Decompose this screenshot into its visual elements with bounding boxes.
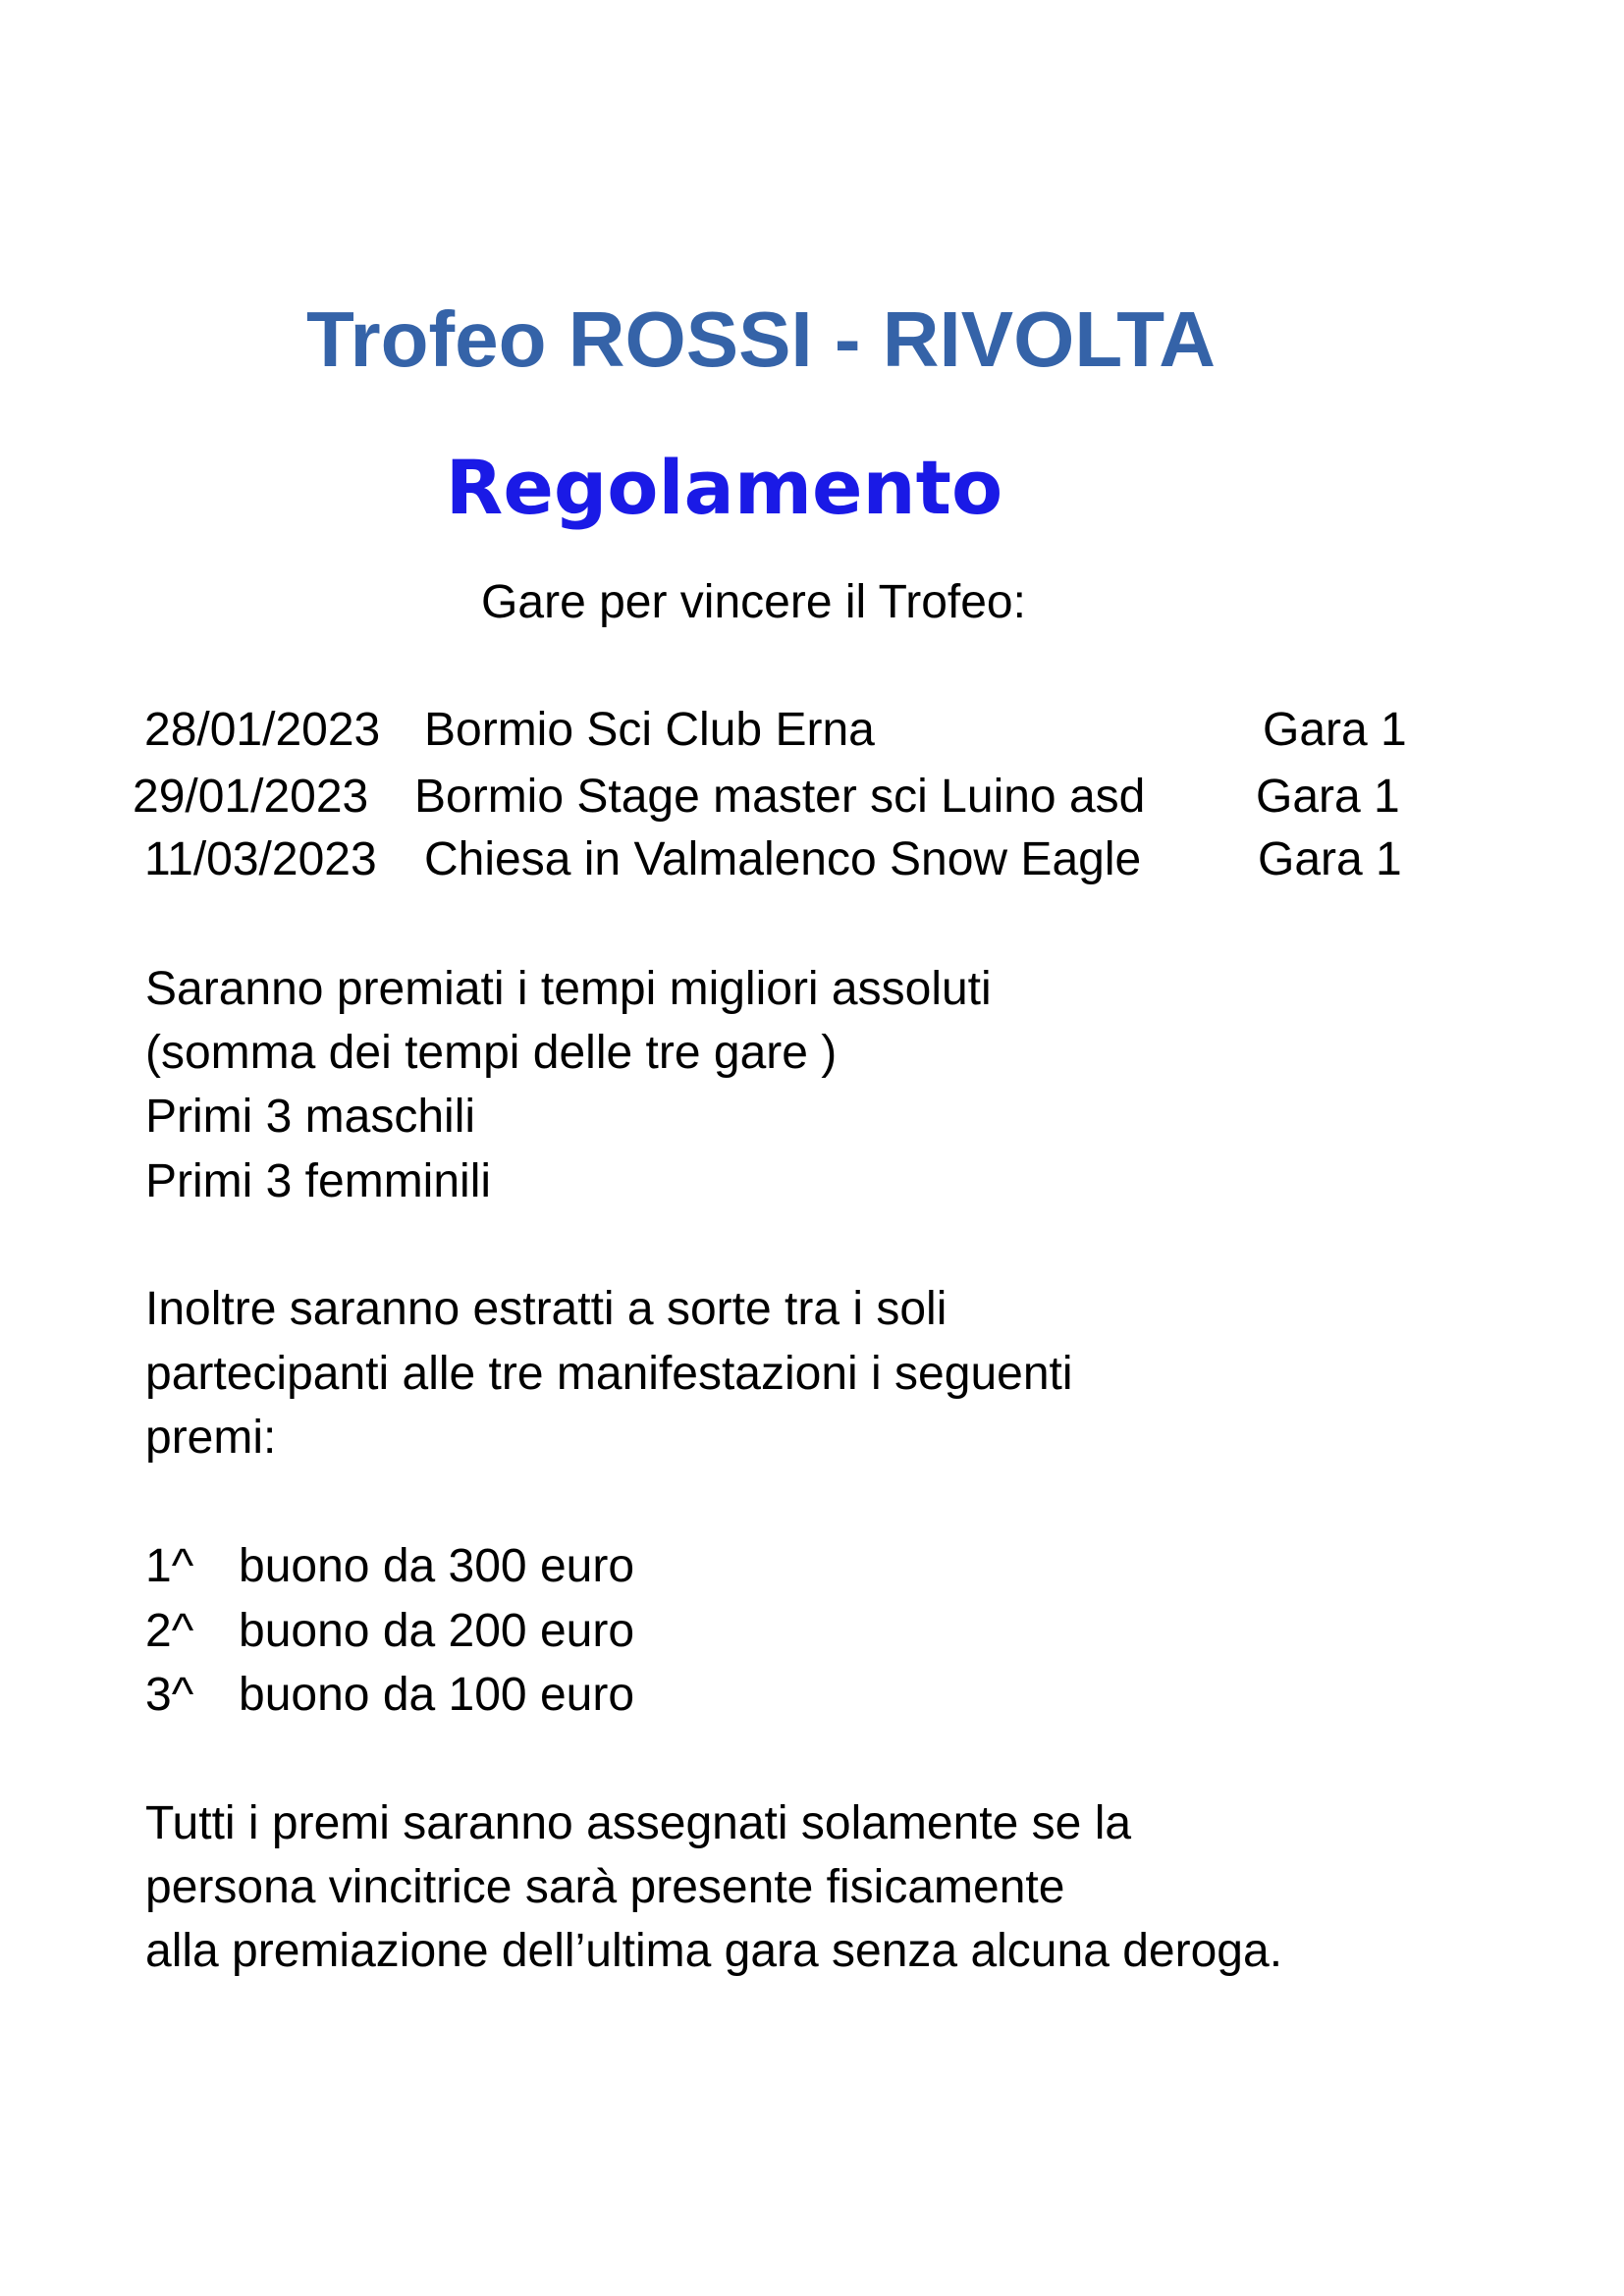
prize-rank: 1^	[145, 1540, 194, 1592]
draw-line: Inoltre saranno estratti a sorte tra i soli	[145, 1283, 947, 1335]
closing-line: persona vincitrice sarà presente fisicamente	[145, 1861, 1065, 1913]
prize-text: buono da 300 euro	[239, 1540, 635, 1592]
prize-rank: 3^	[145, 1669, 194, 1721]
prize-text: buono da 200 euro	[239, 1605, 635, 1657]
race-date: 11/03/2023	[144, 833, 377, 885]
draw-line: partecipanti alle tre manifestazioni i seguenti	[145, 1348, 1073, 1400]
prize-rank: 2^	[145, 1605, 194, 1657]
document-subtitle: Regolamento	[445, 444, 1003, 531]
race-gara: Gara 1	[1256, 771, 1400, 823]
awards-line: Primi 3 femminili	[145, 1155, 492, 1207]
race-date: 28/01/2023	[144, 704, 381, 756]
awards-line: Primi 3 maschili	[145, 1091, 476, 1143]
document-title: Trofeo ROSSI - RIVOLTA	[306, 295, 1216, 383]
prize-text: buono da 100 euro	[239, 1669, 635, 1721]
draw-line: premi:	[145, 1412, 277, 1464]
intro-text: Gare per vincere il Trofeo:	[481, 576, 1026, 628]
awards-line: (somma dei tempi delle tre gare )	[145, 1027, 838, 1079]
race-date: 29/01/2023	[133, 771, 369, 823]
closing-line: Tutti i premi saranno assegnati solamente se la	[145, 1797, 1132, 1849]
closing-line: alla premiazione dell’ultima gara senza alcuna deroga.	[145, 1925, 1283, 1977]
awards-line: Saranno premiati i tempi migliori assoluti	[145, 963, 992, 1015]
race-name: Bormio Stage master sci Luino asd	[414, 771, 1146, 823]
race-gara: Gara 1	[1258, 833, 1402, 885]
race-name: Chiesa in Valmalenco Snow Eagle	[424, 833, 1142, 885]
race-name: Bormio Sci Club Erna	[424, 704, 875, 756]
race-gara: Gara 1	[1263, 704, 1407, 756]
